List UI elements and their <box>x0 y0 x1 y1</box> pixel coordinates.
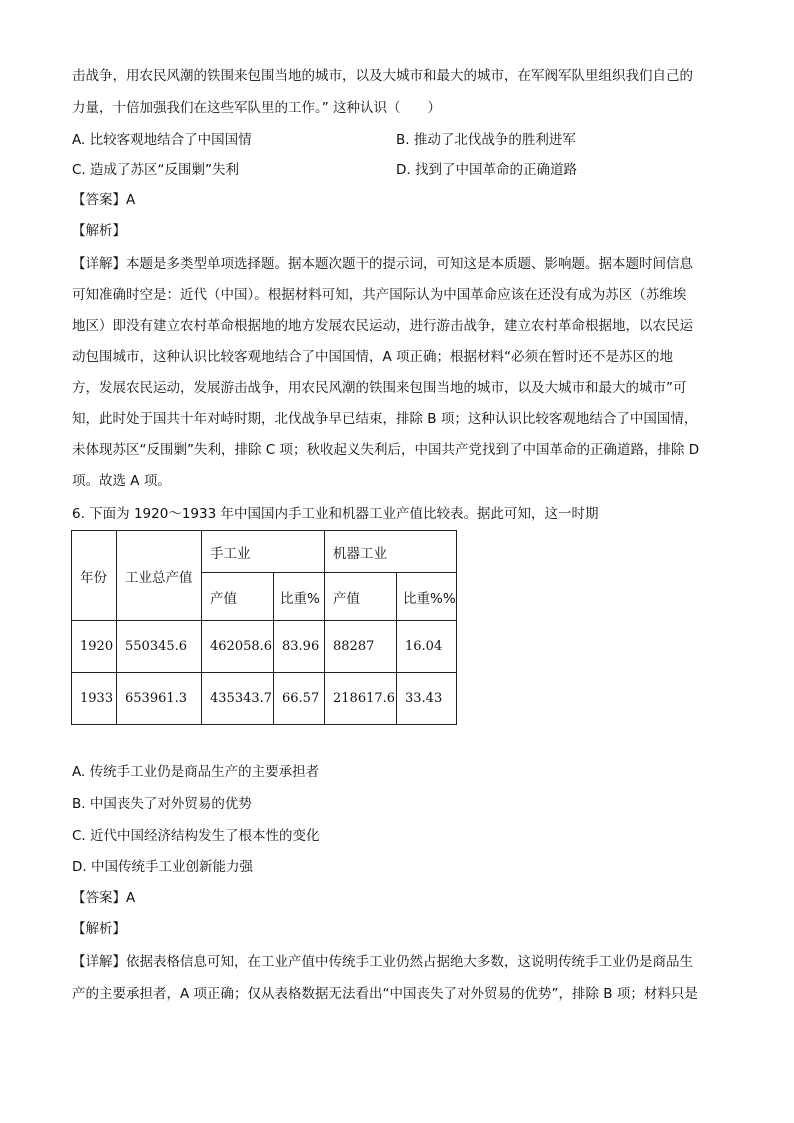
cell-mach-ratio: 16.04 <box>397 621 457 673</box>
q5-detail-line: 项。故选 A 项。 <box>72 473 171 489</box>
q5-detail-line: 可知准确时空是：近代（中国）。根据材料可知，共产国际认为中国革命应该在还没有成为苏区（苏维埃 <box>72 287 687 303</box>
q5-option-c: C. 造成了苏区“反围剿”失利 <box>72 162 239 178</box>
q5-detail-line: 动包围城市，这种认识比较客观地结合了中国国情，A 项正确；根据材料“必须在暂时还不是苏区的地 <box>72 349 674 365</box>
header-total-output: 工业总产值 <box>117 531 202 621</box>
q5-detail-line: 【详解】本题是多类型单项选择题。据本题次题干的提示词，可知这是本质题、影响题。据本题时间信息 <box>72 256 693 272</box>
q5-answer-label: 【答案】A <box>72 192 136 208</box>
cell-hand-ratio: 66.57 <box>274 673 325 725</box>
cell-mach-value: 88287 <box>325 621 397 673</box>
cell-mach-value: 218617.6 <box>325 673 397 725</box>
q6-option-c: C. 近代中国经济结构发生了根本性的变化 <box>72 828 320 844</box>
q6-stem: 6. 下面为 1920～1933 年中国国内手工业和机器工业产值比较表。据此可知，这一时期 <box>72 506 599 522</box>
cell-hand-ratio: 83.96 <box>274 621 325 673</box>
table-header-row <box>72 531 457 573</box>
q5-detail-line: 方，发展农民运动，发展游击战争，用农民风潮的铁围来包围当地的城市，以及大城市和最大的城市”可 <box>72 380 687 396</box>
table-row <box>72 621 457 673</box>
q5-option-d: D. 找到了中国革命的正确道路 <box>396 162 577 178</box>
cell-mach-ratio: 33.43 <box>397 673 457 725</box>
q6-answer-label: 【答案】A <box>72 890 136 906</box>
header-handicraft: 手工业 <box>202 531 325 573</box>
cell-year: 1933 <box>72 673 117 725</box>
q5-analysis-label: 【解析】 <box>72 223 126 239</box>
subheader-handicraft-value: 产值 <box>202 573 274 621</box>
q6-option-d: D. 中国传统手工业创新能力强 <box>72 859 253 875</box>
q5-detail-line: 地区）即没有建立农村革命根据地的地方发展农民运动，进行游击战争，建立农村革命根据地，以农民运 <box>72 318 693 334</box>
cell-total: 653961.3 <box>117 673 202 725</box>
q5-text-line-1: 击战争，用农民风潮的铁围来包围当地的城市，以及大城市和最大的城市，在军阀军队里组织我们自己的 <box>72 68 693 84</box>
cell-hand-value: 462058.6 <box>202 621 274 673</box>
industry-output-table <box>71 530 457 725</box>
subheader-handicraft-ratio: 比重% <box>274 573 325 621</box>
q6-detail-line: 产的主要承担者，A 项正确；仅从表格数据无法看出“中国丧失了对外贸易的优势”，排除 B 项；材料只是 <box>72 986 698 1002</box>
q5-option-b: B. 推动了北伐战争的胜利进军 <box>396 132 576 148</box>
q5-detail-line: 未体现苏区“反围剿”失利，排除 C 项；秋收起义失利后，中国共产党找到了中国革命的正确道路，排除 D <box>72 442 700 458</box>
header-year: 年份 <box>72 531 117 621</box>
cell-total: 550345.6 <box>117 621 202 673</box>
q6-detail-line: 【详解】依据表格信息可知，在工业产值中传统手工业仍然占据绝大多数，这说明传统手工业仍是商品生 <box>72 954 693 970</box>
q6-option-b: B. 中国丧失了对外贸易的优势 <box>72 796 252 812</box>
q5-text-line-2: 力量，十倍加强我们在这些军队里的工作。” 这种认识（ ） <box>72 100 442 116</box>
subheader-machine-value: 产值 <box>325 573 397 621</box>
subheader-machine-ratio: 比重%% <box>397 573 457 621</box>
q6-option-a: A. 传统手工业仍是商品生产的主要承担者 <box>72 764 320 780</box>
header-machine-industry: 机器工业 <box>325 531 457 573</box>
cell-hand-value: 435343.7 <box>202 673 274 725</box>
cell-year: 1920 <box>72 621 117 673</box>
q5-detail-line: 知，此时处于国共十年对峙时期，北伐战争早已结束，排除 B 项；这种认识比较客观地结合了中国国情， <box>72 411 698 427</box>
q6-analysis-label: 【解析】 <box>72 921 126 937</box>
q5-option-a: A. 比较客观地结合了中国国情 <box>72 132 252 148</box>
table-row <box>72 673 457 725</box>
